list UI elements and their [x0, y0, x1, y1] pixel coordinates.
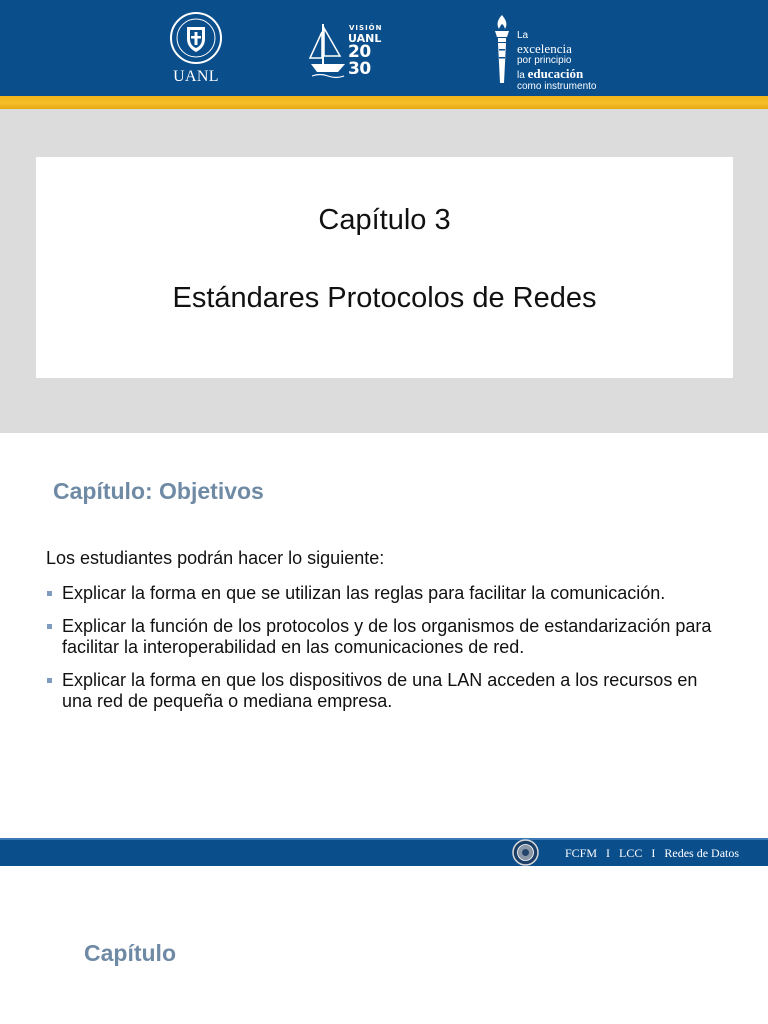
bullet-square-icon: [47, 591, 52, 596]
motto-line-4: [517, 67, 596, 81]
motto-line-4-prefix: la: [517, 70, 528, 81]
chapter-title: Capítulo 3: [318, 204, 451, 236]
excelencia-torch-logo: [490, 13, 610, 92]
motto-line-5: como instrumento: [517, 81, 597, 92]
uanl-shield-icon: [170, 12, 222, 64]
motto-text: [517, 31, 596, 92]
list-item-text: Explicar la forma en que se utilizan las reglas para facilitar la comunicación.: [62, 583, 666, 603]
footer-separator: I: [606, 846, 611, 860]
slide-footer-bar: [0, 838, 768, 866]
vision-line-4: 30: [348, 59, 371, 79]
bullet-square-icon: [47, 624, 52, 629]
chapter-subtitle: Estándares Protocolos de Redes: [172, 282, 597, 314]
list-item-text: Explicar la función de los protocolos y de los organismos de estandarización para facilitar la interoperabilidad en las comunicaciones de red.: [62, 615, 712, 657]
gold-stripe: [0, 96, 768, 109]
list-item: [46, 616, 726, 659]
title-slide-card: [36, 157, 733, 378]
footer-course: Redes de Datos: [664, 846, 740, 860]
footer-lcc: LCC: [619, 846, 643, 860]
list-item: [46, 670, 726, 713]
uanl-label: UANL: [173, 68, 219, 85]
footer-fcfm: FCFM: [565, 846, 598, 860]
vision-line-1: VISIÓN: [349, 24, 383, 32]
objectives-list: [46, 583, 726, 724]
vision-uanl-2030-logo: [308, 14, 386, 88]
motto-line-4-bold: educación: [527, 66, 584, 81]
footer-separator: I: [651, 846, 656, 860]
objectives-intro: Los estudiantes podrán hacer lo siguiente:: [46, 548, 385, 568]
list-item-text: Explicar la forma en que los dispositivos de una LAN acceden a los recursos en una red de pequeña o mediana empresa.: [62, 669, 698, 711]
fcfm-seal-icon: [512, 839, 539, 866]
next-slide-heading: Capítulo: [84, 940, 176, 966]
motto-line-3: por principio: [517, 55, 572, 66]
uanl-logo: [166, 12, 226, 90]
objectives-heading: Capítulo: Objetivos: [53, 478, 264, 504]
torch-icon: [490, 13, 514, 85]
motto-line-1: La: [517, 30, 529, 41]
bullet-square-icon: [47, 678, 52, 683]
uanl-header-band: [0, 0, 768, 96]
list-item: [46, 583, 726, 605]
motto-line-2: excelencia: [517, 41, 572, 56]
vision-line-2: UANL: [348, 32, 382, 45]
footer-text: [565, 846, 739, 861]
ship-icon: [308, 20, 348, 80]
vision-line-3: 20: [348, 42, 371, 62]
